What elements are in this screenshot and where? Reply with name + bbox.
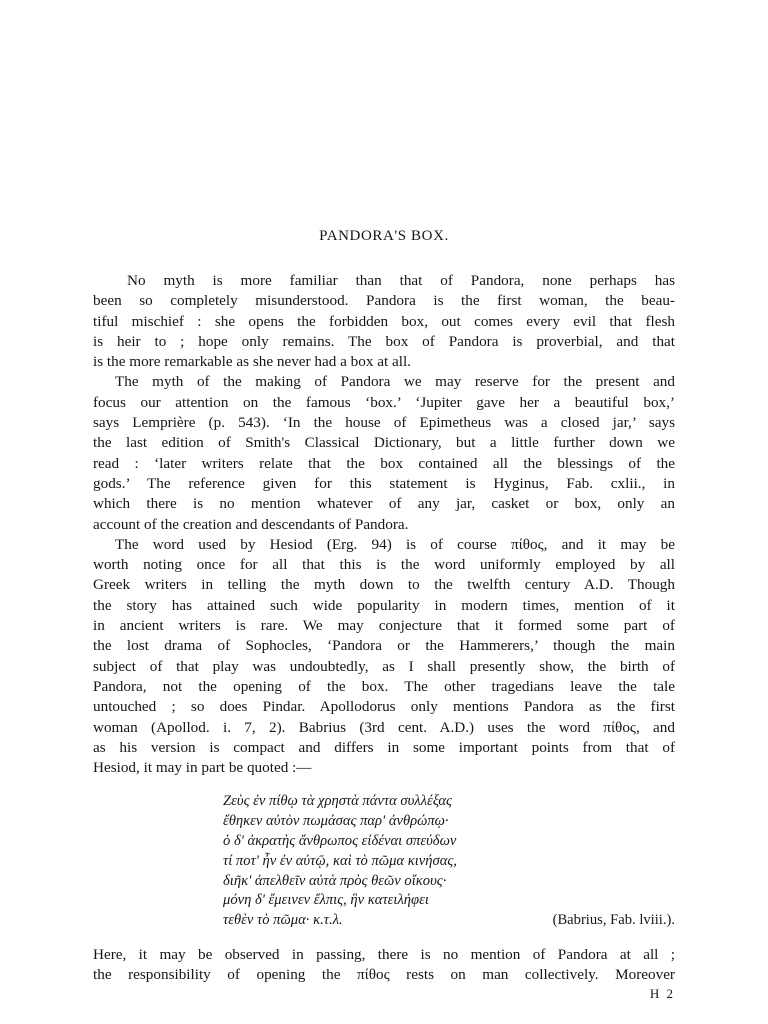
page-title: PANDORA'S BOX.	[319, 228, 449, 244]
text-line: gods.’ The reference given for this statement is Hyginus, Fab. cxlii., in	[93, 474, 675, 492]
text-line: read : ‘later writers relate that the box contained all the blessings of the	[93, 454, 675, 472]
text-line: tiful mischief : she opens the forbidden box, out comes every evil that flesh	[93, 312, 675, 330]
text-line: the last edition of Smith's Classical Dictionary, but a little further down we	[93, 434, 675, 452]
signature-mark: H 2	[649, 985, 675, 1001]
text-line: account of the creation and descendants of Pandora.	[93, 515, 409, 533]
text-line: Greek writers in telling the myth down to the twelfth century A.D. Though	[93, 576, 675, 594]
text-line: as his version is compact and differs in some important points from that of	[93, 738, 675, 756]
text-line: The myth of the making of Pandora we may reserve for the present and	[115, 373, 675, 391]
text-line: subject of that play was undoubtedly, as I shall presently show, the birth of	[93, 657, 675, 675]
quote-line: ἔθηκεν αὐτὸν πωμάσας παρ' ἀνθρώπῳ·	[223, 813, 449, 830]
text-line: the responsibility of opening the πίθος rests on man collectively. Moreover	[93, 966, 675, 984]
text-line: been so completely misunderstood. Pandora is the first woman, the beau-	[93, 292, 675, 310]
quote-line: τί ποτ' ἦν ἐν αὐτῷ, καὶ τὸ πῶμα κινήσας,	[223, 852, 457, 869]
text-line: Pandora, not the opening of the box. The other tragedians leave the tale	[93, 677, 675, 695]
text-line: is heir to ; hope only remains. The box of Pandora is proverbial, and that	[93, 332, 675, 350]
text-line: The word used by Hesiod (Erg. 94) is of course πίθος, and it may be	[115, 535, 675, 553]
paragraph-3	[93, 535, 675, 779]
text-line: is the more remarkable as she never had a box at all.	[93, 353, 411, 371]
quote-reference: (Babrius, Fab. lviii.).	[552, 912, 675, 929]
quote-line: ὁ δ' ἀκρατὴς ἄνθρωπος εἰδέναι σπεύδων	[223, 833, 457, 850]
text-line: Hesiod, it may in part be quoted :—	[93, 759, 312, 777]
quote-last-line	[223, 911, 675, 931]
text-line: the lost drama of Sophocles, ‘Pandora or the Hammerers,’ though the main	[93, 637, 675, 655]
paragraph-2	[93, 372, 675, 534]
paragraph-1	[93, 271, 675, 372]
text-line: which there is no mention whatever of any jar, casket or box, only an	[93, 495, 675, 513]
text-line: No myth is more familiar than that of Pandora, none perhaps has	[127, 272, 675, 289]
text-line: woman (Apollod. i. 7, 2). Babrius (3rd cent. A.D.) uses the word πίθος, and	[93, 718, 675, 736]
paragraph-4	[93, 945, 675, 986]
text-line: untouched ; so does Pindar. Apollodorus only mentions Pandora as the first	[93, 698, 675, 716]
quote-line: Ζεὺς ἐν πίθῳ τὰ χρηστὰ πάντα συλλέξας	[223, 793, 452, 810]
text-line: worth noting once for all that this is the word uniformly employed by all	[93, 556, 675, 574]
quote-line: διῆκ' ἀπελθεῖν αὐτὰ πρὸς θεῶν οἴκους·	[223, 872, 447, 889]
text-line: focus our attention on the famous ‘box.’ ‘Jupiter gave her a beautiful box,’	[93, 393, 675, 411]
page-body	[93, 228, 675, 1006]
text-line: the story has attained such wide popularity in modern times, mention of it	[93, 596, 675, 614]
quote-line: μόνη δ' ἔμεινεν ἔλπις, ἣν κατειλήφει	[223, 892, 429, 909]
quote-line: τεθὲν τὸ πῶμα· κ.τ.λ.	[223, 912, 343, 929]
text-line: in ancient writers is rare. We may conjecture that it formed some part of	[93, 617, 675, 635]
greek-quotation	[223, 792, 675, 931]
text-line: Here, it may be observed in passing, there is no mention of Pandora at all ;	[93, 946, 675, 963]
text-line: says Lemprière (p. 543). ‘In the house of Epimetheus was a closed jar,’ says	[93, 414, 675, 432]
